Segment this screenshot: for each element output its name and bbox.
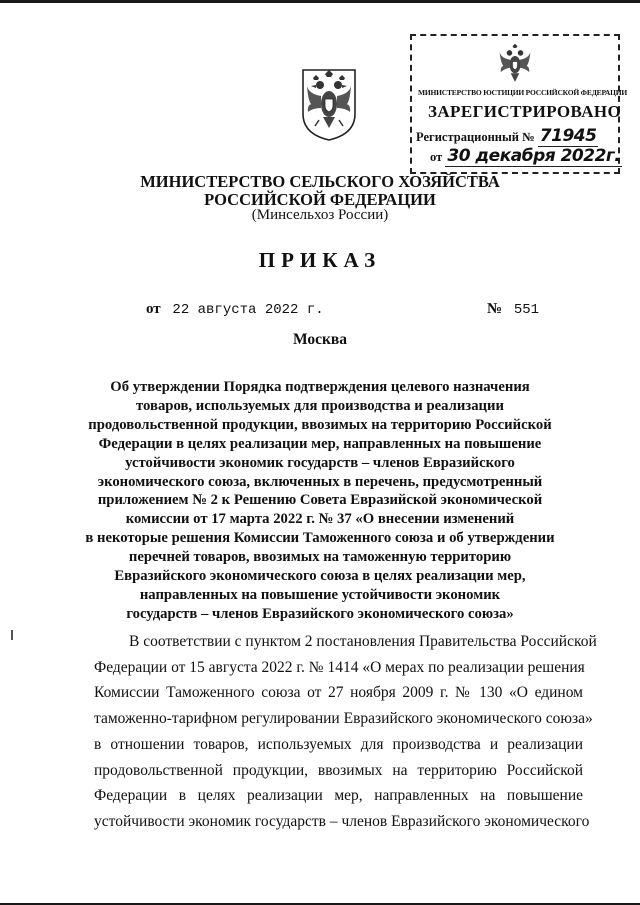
order-subject [60, 378, 580, 624]
subject-line: приложением № 2 к Решению Совета Евразийской экономической [97, 492, 543, 509]
order-number-row [487, 301, 539, 318]
subject-line: устойчивости экономик государств – членов Евразийского [125, 454, 515, 471]
margin-mark [11, 630, 13, 640]
subject-line: государств – членов Евразийского экономического союза» [126, 605, 514, 622]
subject-line: комиссии от 17 марта 2022 г. № 37 «О внесении изменений [125, 511, 515, 528]
ministry-name-line2: РОССИЙСКОЙ ФЕДЕРАЦИИ [204, 190, 436, 209]
body-line: В соответствии с пунктом 2 постановления Правительства Российской [129, 633, 597, 650]
subject-line: продовольственной продукции, ввозимых на территорию Российской [88, 416, 552, 433]
order-date-row [146, 301, 324, 318]
ministry-short-name: (Минсельхоз России) [251, 207, 389, 223]
stamp-date-row [430, 146, 622, 166]
page-top-edge [0, 0, 640, 3]
body-line: продовольственной продукции, ввозимых на территорию Российской [94, 761, 583, 779]
subject-line: Федерации в целях реализации мер, направленных на повышение [98, 435, 542, 452]
double-headed-eagle-icon [495, 40, 535, 88]
registration-stamp [410, 34, 627, 174]
subject-line: направленных на повышение устойчивости экономик [139, 586, 501, 603]
stamp-handwritten-date: 30 декабря 2022г. [447, 146, 621, 166]
ministry-name-line1: МИНИСТЕРСТВО СЕЛЬСКОГО ХОЗЯЙСТВА [140, 172, 500, 191]
body-line: Федерации в целях реализации мер, направленных на повышение [94, 787, 583, 805]
coat-of-arms-emblem [299, 64, 359, 142]
order-body-text [94, 629, 597, 835]
order-city: Москва [292, 331, 348, 348]
body-line: Комиссии Таможенного союза от 27 ноября 2009 г. № 130 «О едином [94, 684, 583, 702]
stamp-emblem [495, 40, 535, 88]
body-line: в отношении товаров, используемых для производства и реализации [94, 735, 583, 753]
body-line: Федерации от 15 августа 2022 г. № 1414 «О мерах по реализации решения [94, 658, 585, 676]
subject-line: в некоторые решения Комиссии Таможенного союза и об утверждении [85, 530, 555, 547]
document-title: ПРИКАЗ [258, 248, 382, 272]
stamp-ministry-name: МИНИСТЕРСТВО ЮСТИЦИИ РОССИЙСКОЙ ФЕДЕРАЦИИ [418, 88, 627, 97]
stamp-registration-number-row [416, 126, 598, 146]
stamp-registered-label: ЗАРЕГИСТРИРОВАНО [428, 102, 622, 121]
body-line: таможенно-тарифном регулировании Евразийского экономического союза» [94, 710, 593, 728]
stamp-reg-label: Регистрационный № [416, 130, 535, 144]
order-number: 551 [513, 302, 540, 318]
subject-line: перечней товаров, ввозимых на таможенную территорию [128, 549, 512, 566]
stamp-reg-number: 71945 [539, 126, 597, 146]
subject-line: экономического союза, включенных в перечень, предусмотренный [97, 473, 543, 490]
subject-line: Об утверждении Порядка подтверждения целевого назначения [110, 379, 530, 395]
stamp-date-prefix: от [430, 150, 443, 164]
body-line: устойчивости экономик государств – членов Евразийского экономического [94, 812, 590, 830]
order-date-prefix: от [146, 301, 161, 317]
subject-line: Евразийского экономического союза в целях реализации мер, [114, 568, 526, 585]
order-date: 22 августа 2022 г. [172, 302, 324, 318]
subject-line: товаров, используемых для производства и реализации [136, 397, 504, 414]
order-number-prefix: № [487, 301, 503, 317]
double-headed-eagle-icon [299, 64, 359, 142]
